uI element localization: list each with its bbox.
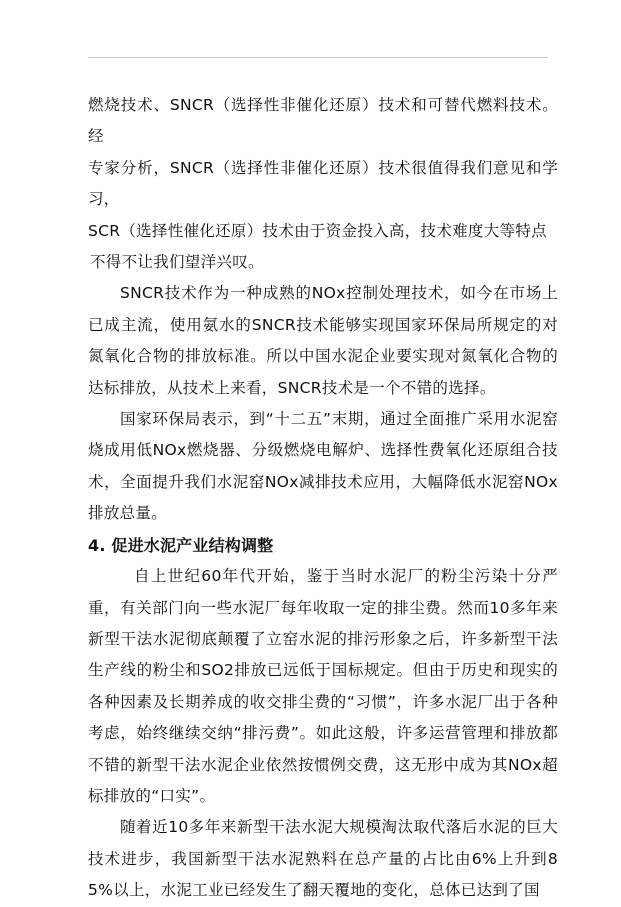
paragraph-history: 自上世纪60年代开始，鉴于当时水泥厂的粉尘污染十分严重，有关部门向一些水泥厂每年收取一定的排尘费。然而10多年来新型干法水泥彻底颠覆了立窑水泥的排污形象之后，许多新型干法生产线的粉尘和SO2排放已远低于国标规定。但由于历史和现实的各种因素及长期养成的收交排尘费的“习惯”，许多水泥厂出于各种考虑，始终继续交纳“排污费”。如此这般，许多运营管理和排放都不错的新型干法水泥企业依然按惯例交费，这无形中成为其NOx超标排放的“口实”。 (88, 567, 558, 805)
header-rule (88, 57, 548, 58)
paragraph-policy: 国家环保局表示，到“十二五”末期，通过全面推广采用水泥窑烧成用低NOx燃烧器、分级燃烧电解炉、选择性费氧化还原组合技术，全面提升我们水泥窑NOx减排技术应用，大幅降低水泥窑NOx排放总量。 (88, 410, 558, 523)
paragraph-line: 专家分析，SNCR（选择性非催化还原）技术很值得我们意见和学习， (88, 158, 558, 209)
paragraph-line: 燃烧技术、SNCR（选择性非催化还原）技术和可替代燃料技术。经 (88, 96, 558, 146)
paragraph-line: SCR（选择性催化还原）技术由于资金投入高，技术难度大等特点 (88, 221, 547, 240)
document-body (88, 90, 558, 907)
paragraph-progress: 随着近10多年来新型干法水泥大规模淘汰取代落后水泥的巨大技术进步，我国新型干法水泥熟料在总产量的占比由6%上升到85%以上，水泥工业已经发生了翻天覆地的变化，总体已达到了国 (88, 818, 558, 900)
paragraph-continued (88, 90, 558, 278)
paragraph-sncr: SNCR技术作为一种成熟的NOx控制处理技术，如今在市场上已成主流，使用氨水的SNCR技术能够实现国家环保局所规定的对氮氧化合物的排放标准。所以中国水泥企业要实现对氮氧化合物的达标排放，从技术上来看，SNCR技术是一个不错的选择。 (88, 284, 558, 397)
section-heading: 4. 促进水泥产业结构调整 (88, 535, 274, 555)
paragraph-line: 不得不让我们望洋兴叹。 (90, 253, 264, 272)
